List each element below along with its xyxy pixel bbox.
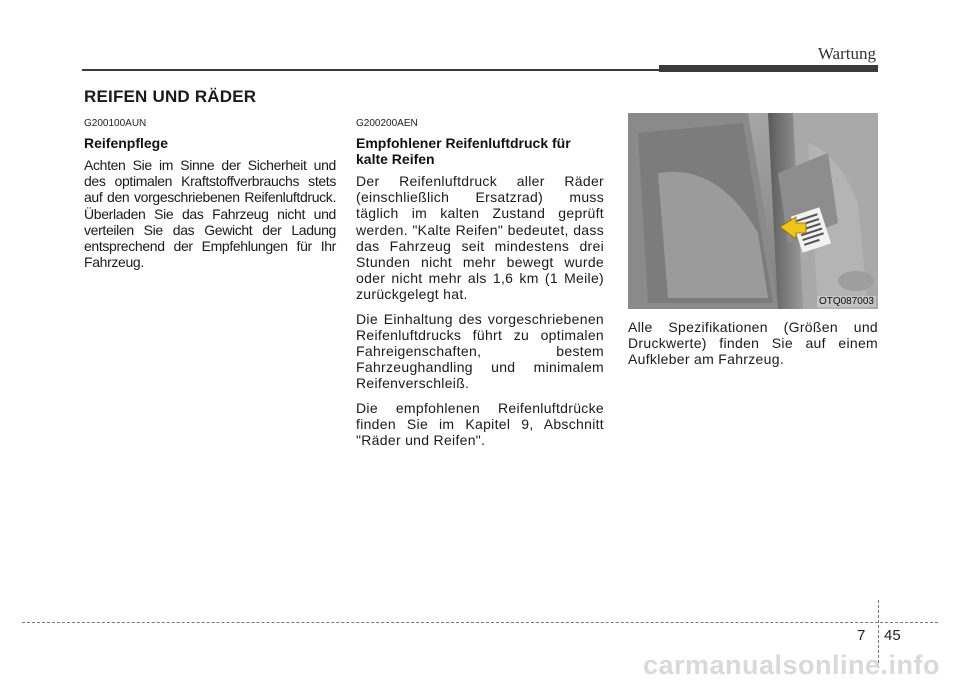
column-tire-pressure [356, 118, 604, 456]
header-rule-accent [659, 65, 878, 72]
door-jamb-illustration [628, 113, 878, 309]
page-number: 45 [884, 627, 901, 644]
body-paragraph: Die empfohlenen Reifenluftdrücke finden Sie im Kapitel 9, Abschnitt "Räder und Reifen". [356, 399, 604, 449]
section-code: G200200AEN [356, 118, 418, 129]
column-label-info [628, 118, 878, 376]
chapter-number: 7 [857, 627, 866, 644]
section-code: G200100AUN [84, 118, 147, 129]
header-rule [82, 69, 664, 71]
body-paragraph: Alle Spezifikationen (Größen und Druckwerte) finden Sie auf einem Aufkleber am Fahrzeug. [628, 319, 878, 368]
image-code: OTQ087003 [818, 296, 874, 307]
door-jamb-label-photo [628, 113, 878, 309]
footer-dashed-rule [22, 622, 938, 623]
section-title: REIFEN UND RÄDER [84, 87, 257, 106]
running-header: Wartung [817, 44, 876, 63]
watermark: carmanualsonline.info [642, 650, 940, 680]
body-paragraph: Die Einhaltung des vorgeschriebenen Reifenluftdrucks führt zu optimalen Fahreigenschaften, bestem Fahrzeughandling und minimalem Reifenverschleiß. [356, 310, 604, 392]
body-paragraph: Der Reifenluftdruck aller Räder (einschließlich Ersatzrad) muss täglich im kalten Zustand geprüft werden. "Kalte Reifen" bedeutet, dass das Fahrzeug seit mindestens drei Stunden nicht mehr bewegt wurde oder nicht mehr als 1,6 km (1 Meile) zurückgelegt hat. [356, 173, 604, 303]
column-tire-care [84, 118, 336, 278]
subsection-heading: Empfohlener Reifenluftdruck für kalte Reifen [356, 135, 571, 167]
body-paragraph: Achten Sie im Sinne der Sicherheit und des optimalen Kraftstoffverbrauchs stets auf den vorgeschriebenen Reifenluftdruck. Überladen Sie das Fahrzeug nicht und verteilen Sie das Gewicht der Ladung entsprechend der Empfehlungen für Ihr Fahrzeug. [84, 157, 336, 271]
subsection-heading: Reifenpflege [84, 135, 169, 151]
